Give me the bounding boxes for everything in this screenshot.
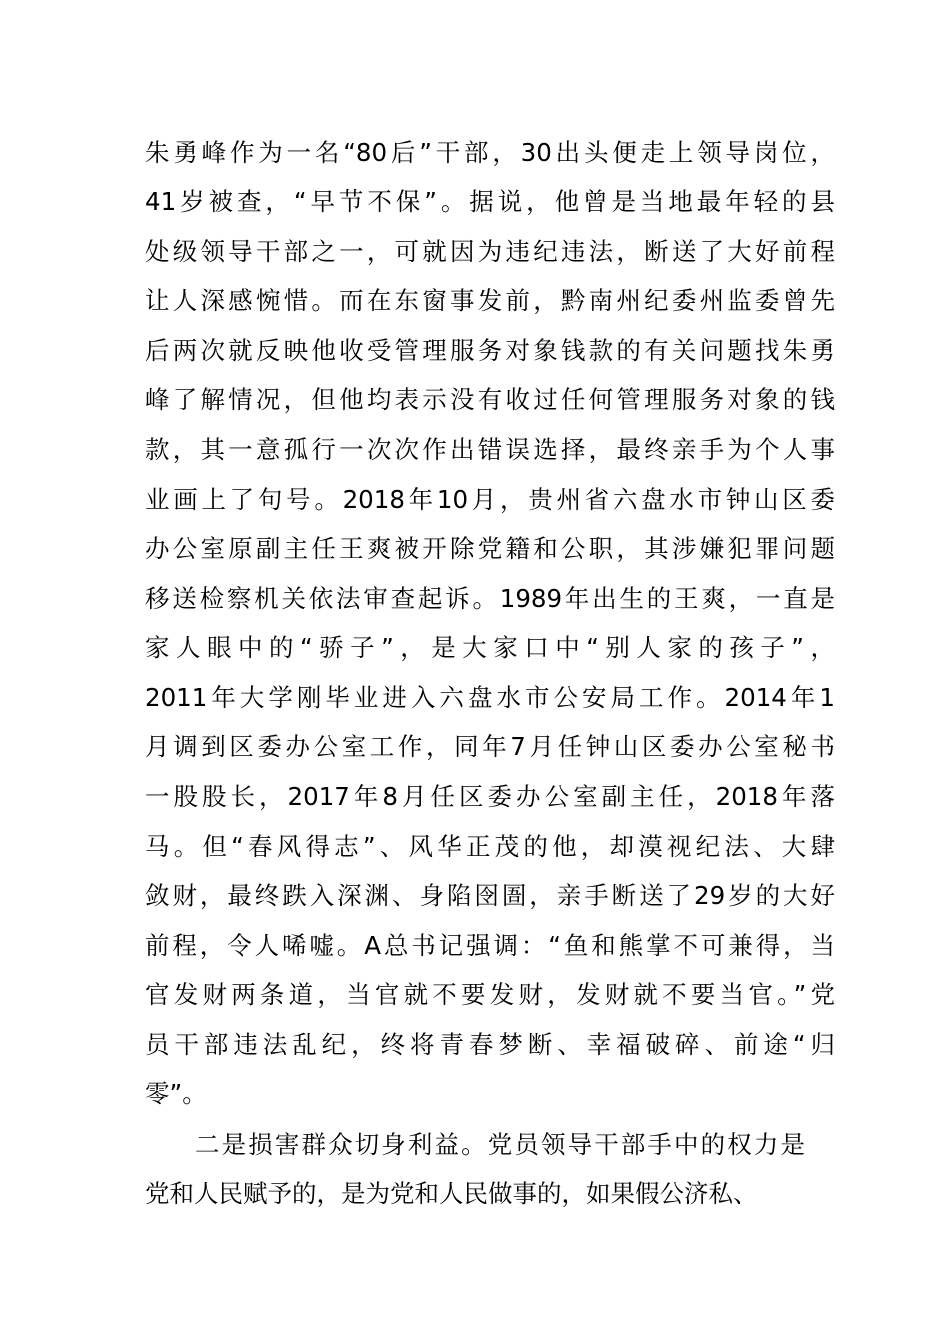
text-line: 马。但“春风得志”、风华正茂的他，却漠视纪法、大肆 (145, 832, 835, 861)
text-line: 办公室原副主任王爽被开除党籍和公职，其涉嫌犯罪问题 (145, 534, 835, 563)
text-line: 处级领导干部之一，可就因为违纪违法，断送了大好前程 (145, 237, 835, 266)
text-line: 一股股长，2017年8月任区委办公室副主任，2018年落 (145, 782, 835, 811)
text-line: 款，其一意孤行一次次作出错误选择，最终亲手为个人事 (145, 435, 835, 464)
text-line: 让人深感惋惜。而在东窗事发前，黔南州纪委州监委曾先 (145, 286, 835, 315)
text-line: 业画上了句号。2018年10月，贵州省六盘水市钟山区委 (145, 485, 835, 514)
text-line: 家人眼中的“骄子”，是大家口中“别人家的孩子”， (145, 633, 835, 662)
text-line: 朱勇峰作为一名“80后”干部，30出头便走上领导岗位， (145, 138, 835, 167)
text-line: 前程，令人唏嘘。A总书记强调：“鱼和熊掌不可兼得，当 (145, 931, 835, 960)
text-line: 2011年大学刚毕业进入六盘水市公安局工作。2014年1 (145, 683, 835, 712)
paragraph-start-line: 二是损害群众切身利益。党员领导干部手中的权力是 (195, 1130, 805, 1159)
text-line: 零”。 (145, 1079, 207, 1108)
text-line: 峰了解情况，但他均表示没有收过任何管理服务对象的钱 (145, 385, 835, 414)
text-line: 后两次就反映他收受管理服务对象钱款的有关问题找朱勇 (145, 336, 835, 365)
text-line: 官发财两条道，当官就不要发财，发财就不要当官。”党 (145, 980, 835, 1009)
text-line: 月调到区委办公室工作，同年7月任钟山区委办公室秘书 (145, 732, 835, 761)
text-line: 员干部违法乱纪，终将青春梦断、幸福破碎、前途“归 (145, 1030, 835, 1059)
text-line: 移送检察机关依法审查起诉。1989年出生的王爽，一直是 (145, 584, 835, 613)
text-line: 敛财，最终跌入深渊、身陷囹圄，亲手断送了29岁的大好 (145, 881, 835, 910)
text-line: 党和人民赋予的，是为党和人民做事的，如果假公济私、 (145, 1179, 758, 1208)
text-line: 41岁被查，“早节不保”。据说，他曾是当地最年轻的县 (145, 187, 835, 216)
